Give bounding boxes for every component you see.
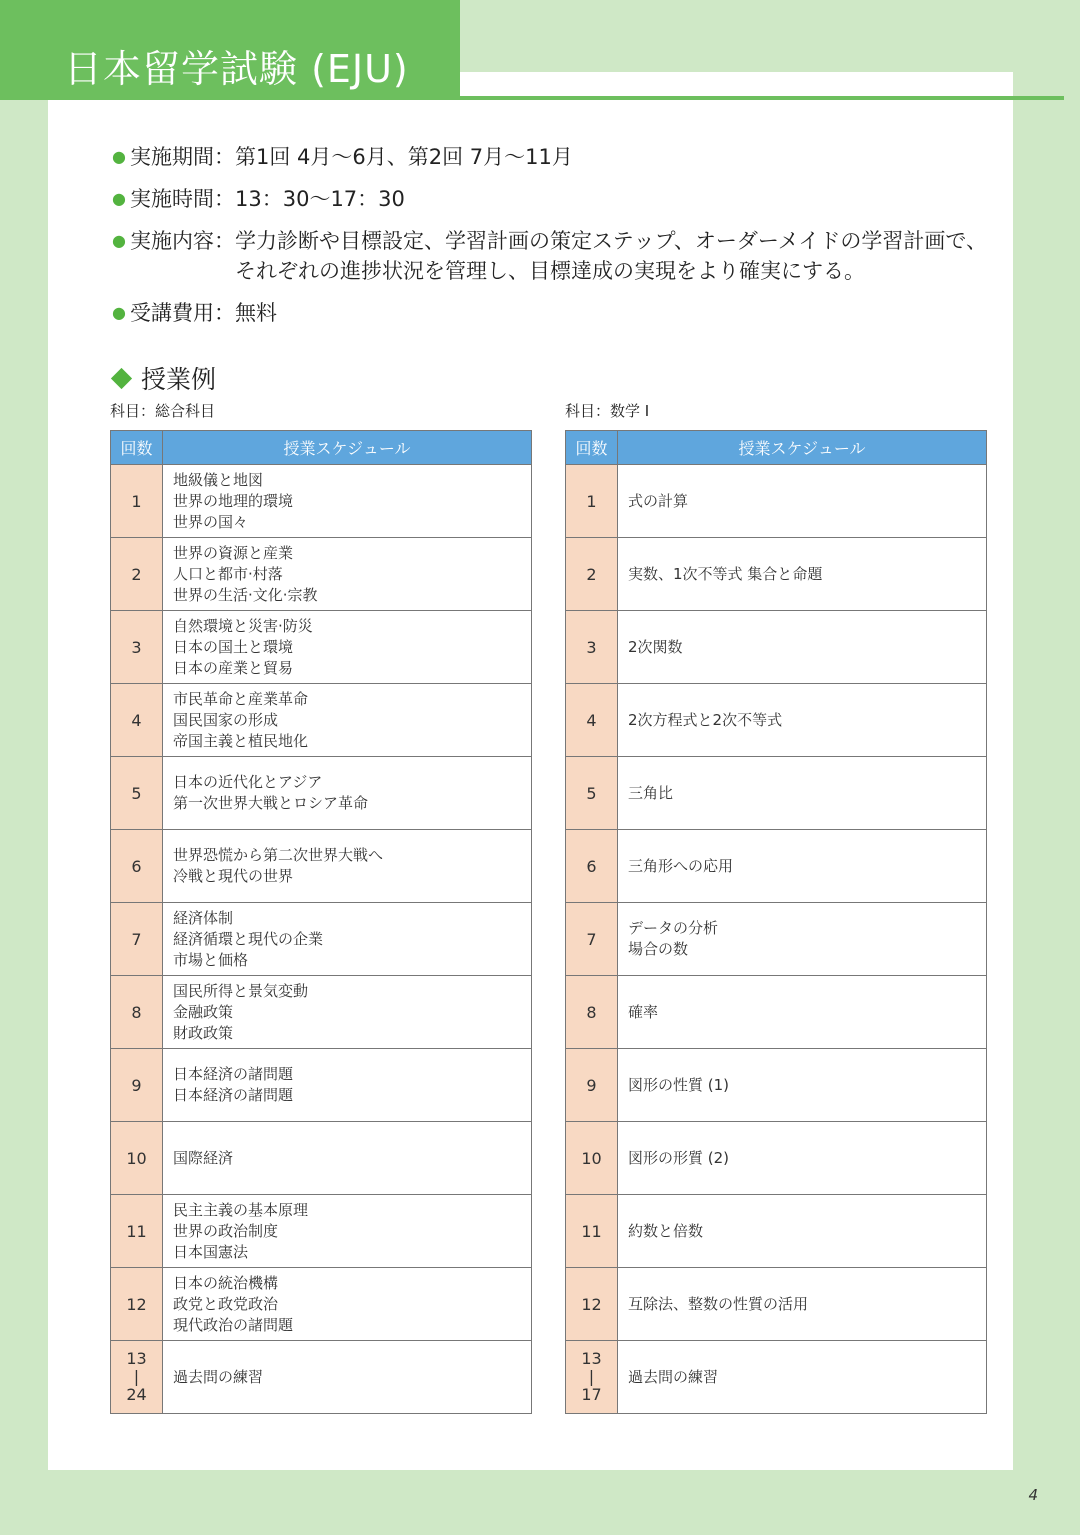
table-row — [111, 611, 532, 684]
info-label: 実施時間： — [130, 187, 235, 211]
info-item-fee — [112, 298, 992, 328]
row-number-part: | — [133, 1367, 140, 1386]
diamond-icon — [111, 367, 132, 388]
row-number: 10 — [111, 1122, 163, 1195]
subject-label-math: 科目：数学 I — [565, 402, 650, 420]
row-number: 3 — [111, 611, 163, 684]
table-row — [111, 1195, 532, 1268]
table-row — [566, 1268, 987, 1341]
schedule-line: 過去問の練習 — [628, 1367, 719, 1386]
row-content — [618, 538, 987, 611]
bullet-icon: ● — [112, 189, 126, 208]
schedule-line: 実数、1次不等式 集合と命題 — [628, 564, 823, 583]
row-number-part: 13 — [126, 1349, 147, 1368]
row-number: 5 — [566, 757, 618, 830]
row-content — [163, 611, 532, 684]
schedule-line: 人口と都市·村落 — [173, 564, 283, 583]
schedule-line: 世界の地理的環境 — [173, 491, 294, 510]
table-header-row — [566, 431, 987, 465]
schedule-line: 金融政策 — [173, 1002, 234, 1021]
info-label: 実施内容： — [130, 229, 235, 253]
schedule-line: 世界の資源と産業 — [173, 543, 294, 562]
schedule-line: 第一次世界大戦とロシア革命 — [173, 794, 369, 812]
schedule-line: 2次関数 — [628, 637, 683, 656]
row-content — [163, 757, 532, 830]
schedule-line: 財政政策 — [173, 1023, 234, 1042]
page-title: 日本留学試験 (EJU) — [64, 47, 409, 91]
schedule-line: 現代政治の諸問題 — [173, 1315, 294, 1334]
info-item-period — [112, 142, 992, 172]
schedule-line: 世界の政治制度 — [173, 1221, 279, 1240]
table-row — [111, 1268, 532, 1341]
section-heading — [110, 360, 216, 396]
table-row — [566, 465, 987, 538]
row-number — [111, 1341, 163, 1414]
row-content — [618, 684, 987, 757]
table-row — [566, 976, 987, 1049]
schedule-line: 市民革命と産業革命 — [173, 689, 309, 708]
row-content — [618, 1195, 987, 1268]
row-content — [163, 538, 532, 611]
schedule-line: 政党と政党政治 — [173, 1294, 279, 1313]
header-rule — [0, 96, 1064, 100]
row-content — [163, 903, 532, 976]
info-label: 受講費用： — [130, 301, 235, 325]
table-row — [111, 903, 532, 976]
row-content — [163, 1341, 532, 1414]
row-number-part: 13 — [581, 1349, 602, 1368]
row-number-part: | — [588, 1367, 595, 1386]
row-number: 4 — [111, 684, 163, 757]
table-row — [111, 465, 532, 538]
table-row — [566, 757, 987, 830]
row-content — [618, 1341, 987, 1414]
info-value: 学力診断や目標設定、学習計画の策定ステップ、オーダーメイドの学習計画で、それぞれの進捗状況を管理し、目標達成の実現をより確実にする。 — [235, 229, 988, 283]
info-value: 13：30〜17：30 — [235, 187, 405, 211]
table-row — [111, 976, 532, 1049]
table-row — [111, 538, 532, 611]
table-header-row — [111, 431, 532, 465]
schedule-line: 日本経済の諸問題 — [173, 1086, 294, 1104]
schedule-line: 経済循環と現代の企業 — [173, 929, 324, 948]
schedule-line: 世界恐慌から第二次世界大戦へ — [173, 846, 384, 864]
schedule-table-general — [110, 430, 532, 1414]
row-content — [163, 830, 532, 903]
bullet-icon: ● — [112, 147, 126, 166]
header-schedule: 授業スケジュール — [618, 431, 987, 465]
bullet-icon: ● — [112, 303, 126, 322]
table-row — [111, 1341, 532, 1414]
row-number: 4 — [566, 684, 618, 757]
schedule-line: 冷戦と現代の世界 — [173, 867, 294, 885]
schedule-line: 約数と倍数 — [628, 1221, 704, 1240]
row-number: 12 — [566, 1268, 618, 1341]
schedule-line: 図形の形質 (2) — [628, 1148, 730, 1167]
row-number: 11 — [566, 1195, 618, 1268]
schedule-line: 世界の生活·文化·宗教 — [173, 585, 318, 604]
row-number: 9 — [111, 1049, 163, 1122]
row-number: 2 — [566, 538, 618, 611]
info-label: 実施期間： — [130, 145, 235, 169]
row-number: 1 — [111, 465, 163, 538]
schedule-line: 国際経済 — [173, 1148, 234, 1167]
schedule-line: 日本の統治機構 — [173, 1273, 279, 1292]
row-number: 9 — [566, 1049, 618, 1122]
table-row — [111, 757, 532, 830]
schedule-line: 過去問の練習 — [173, 1367, 264, 1386]
header-count: 回数 — [566, 431, 618, 465]
schedule-line: 式の計算 — [628, 491, 689, 510]
info-item-content — [112, 226, 992, 286]
row-content — [163, 465, 532, 538]
table-row — [566, 611, 987, 684]
row-number: 2 — [111, 538, 163, 611]
row-number: 11 — [111, 1195, 163, 1268]
schedule-line: 国民国家の形成 — [173, 710, 279, 729]
schedule-line: 世界の国々 — [173, 512, 249, 531]
table-row — [566, 538, 987, 611]
row-content — [163, 1122, 532, 1195]
schedule-line: 三角形への応用 — [628, 856, 734, 875]
row-content — [163, 1195, 532, 1268]
schedule-line: 国民所得と景気変動 — [173, 981, 309, 1000]
row-number: 10 — [566, 1122, 618, 1195]
schedule-line: データの分析 — [628, 919, 719, 937]
row-number: 8 — [566, 976, 618, 1049]
table-row — [566, 1122, 987, 1195]
row-number-part: 17 — [581, 1385, 602, 1404]
row-content — [618, 830, 987, 903]
page-number: 4 — [1028, 1486, 1038, 1504]
row-number: 8 — [111, 976, 163, 1049]
table-row — [111, 684, 532, 757]
schedule-line: 三角比 — [628, 783, 674, 802]
bullet-icon: ● — [112, 231, 126, 250]
schedule-line: 日本の近代化とアジア — [173, 773, 323, 791]
row-content — [163, 976, 532, 1049]
info-list — [112, 142, 992, 340]
section-title: 授業例 — [141, 365, 217, 394]
table-row — [566, 1195, 987, 1268]
info-value: 第1回 4月〜6月、第2回 7月〜11月 — [235, 145, 573, 169]
schedule-line: 日本国憲法 — [173, 1242, 249, 1261]
schedule-table-math — [565, 430, 987, 1414]
table-row — [111, 830, 532, 903]
row-number: 6 — [566, 830, 618, 903]
row-number: 12 — [111, 1268, 163, 1341]
header-count: 回数 — [111, 431, 163, 465]
row-number-part: 24 — [126, 1385, 147, 1404]
header-schedule: 授業スケジュール — [163, 431, 532, 465]
schedule-line: 日本の国土と環境 — [173, 637, 294, 656]
schedule-line: 帝国主義と植民地化 — [173, 731, 309, 750]
row-number — [566, 1341, 618, 1414]
row-content — [618, 757, 987, 830]
row-number: 7 — [111, 903, 163, 976]
row-number: 5 — [111, 757, 163, 830]
row-content — [163, 1049, 532, 1122]
schedule-line: 確率 — [628, 1002, 659, 1021]
table-row — [566, 830, 987, 903]
schedule-line: 日本の産業と貿易 — [173, 658, 294, 677]
row-number: 7 — [566, 903, 618, 976]
table-row — [566, 1341, 987, 1414]
schedule-line: 場合の数 — [628, 940, 689, 958]
schedule-line: 民主主義の基本原理 — [173, 1200, 309, 1219]
schedule-line: 互除法、整数の性質の活用 — [628, 1294, 809, 1313]
row-number: 6 — [111, 830, 163, 903]
info-value: 無料 — [235, 301, 277, 325]
table-row — [566, 684, 987, 757]
schedule-line: 地級儀と地図 — [173, 470, 264, 489]
table-row — [566, 1049, 987, 1122]
schedule-line: 日本経済の諸問題 — [173, 1065, 294, 1083]
info-item-time — [112, 184, 992, 214]
row-content — [618, 465, 987, 538]
schedule-line: 図形の性質 (1) — [628, 1075, 730, 1094]
row-content — [163, 684, 532, 757]
row-content — [618, 903, 987, 976]
table-row — [111, 1122, 532, 1195]
row-content — [163, 1268, 532, 1341]
schedule-line: 2次方程式と2次不等式 — [628, 710, 783, 729]
row-content — [618, 1268, 987, 1341]
row-content — [618, 976, 987, 1049]
row-number: 1 — [566, 465, 618, 538]
row-number: 3 — [566, 611, 618, 684]
schedule-line: 経済体制 — [173, 908, 234, 927]
table-row — [566, 903, 987, 976]
row-content — [618, 1122, 987, 1195]
subject-label-general: 科目：総合科目 — [110, 402, 216, 420]
schedule-line: 自然環境と災害·防災 — [173, 616, 313, 635]
row-content — [618, 1049, 987, 1122]
schedule-line: 市場と価格 — [173, 950, 249, 969]
row-content — [618, 611, 987, 684]
table-row — [111, 1049, 532, 1122]
